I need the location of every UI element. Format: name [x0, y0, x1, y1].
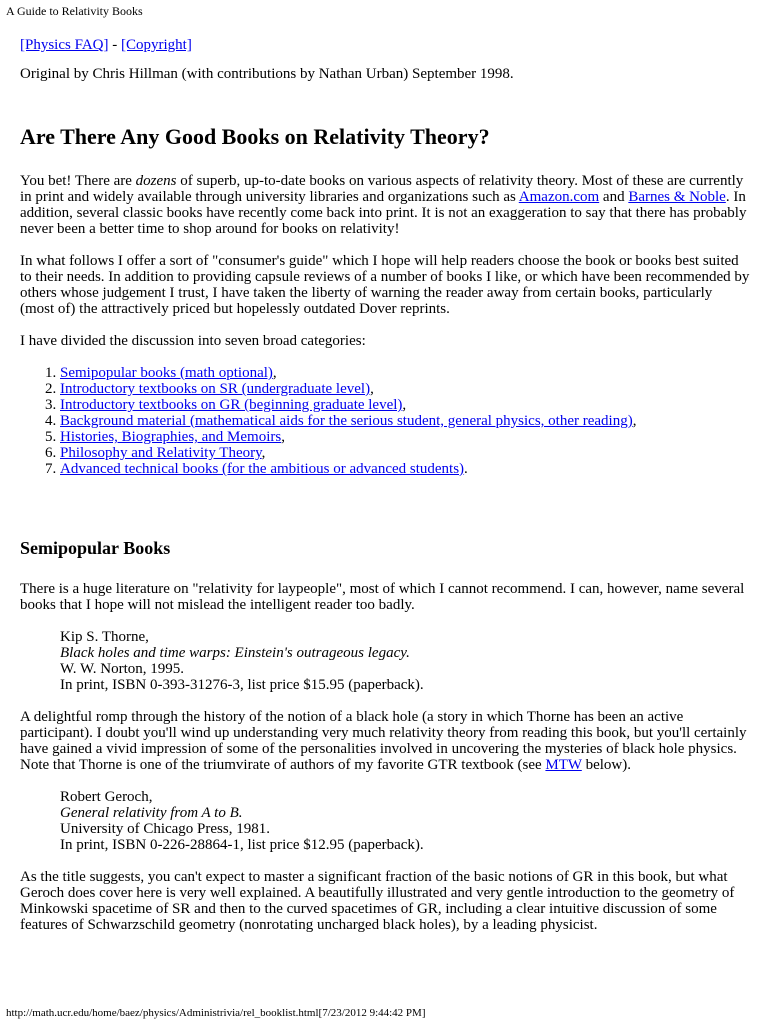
- book-author: Kip S. Thorne,: [60, 629, 149, 645]
- book-author: Robert Geroch,: [60, 789, 153, 805]
- book-title: Black holes and time warps: Einstein's outrageous legacy.: [60, 645, 410, 661]
- intro-paragraph-2: In what follows I offer a sort of "consumer's guide" which I hope will help readers choose the book or books best suited to their needs. In addition to providing capsule reviews of a number of books I like, or which have been recommended by others whose judgement I trust, I have taken the liberty of warning the reader away from certain books, particularly (most of) the attractively priced but hopelessly outdated Dover reprints.: [20, 253, 750, 317]
- print-footer-url: http://math.ucr.edu/home/baez/physics/Administrivia/rel_booklist.html[7/23/2012 9:44:42 PM]: [6, 1007, 426, 1019]
- section-heading-semipopular: Semipopular Books: [20, 538, 171, 558]
- category-link-gr-textbooks[interactable]: Introductory textbooks on GR (beginning graduate level): [60, 397, 403, 413]
- category-link-philosophy[interactable]: Philosophy and Relativity Theory: [60, 445, 262, 461]
- barnes-noble-link[interactable]: Barnes & Noble: [628, 189, 726, 205]
- book-title: General relativity from A to B.: [60, 805, 243, 821]
- list-item: 5. Histories, Biographies, and Memoirs,: [60, 429, 750, 445]
- book-publisher: University of Chicago Press, 1981.: [60, 821, 270, 837]
- review-thorne: A delightful romp through the history of the notion of a black hole (a story in which Thorne has been an active participant). I doubt you'll wind up understanding very much relativity theory from reading this book, but you'll certainly have gained a vivid impression of some of the personalities involved in uncovering the mysteries of black hole physics. Note that Thorne is one of the triumvirate of authors of my favorite GTR textbook (see MTW below).: [20, 709, 747, 773]
- category-link-advanced[interactable]: Advanced technical books (for the ambitious or advanced students): [60, 461, 465, 477]
- emphasis-dozens: dozens: [135, 173, 177, 189]
- amazon-link[interactable]: Amazon.com: [518, 189, 600, 205]
- page-title: Are There Any Good Books on Relativity Theory?: [20, 124, 490, 149]
- intro-paragraph-1: You bet! There are dozens of superb, up-to-date books on various aspects of relativity theory. Most of these are currently in print and widely available through university libraries and organizations such as Amazon.com and Barnes & Noble. In addition, several classic books have recently come back into print. It is not an exaggeration to say that there has probably never been a better time to shop around for books on relativity!: [20, 173, 747, 237]
- category-link-sr-textbooks[interactable]: Introductory textbooks on SR (undergraduate level): [60, 381, 371, 397]
- print-header-title: A Guide to Relativity Books: [6, 4, 143, 18]
- list-item: 3. Introductory textbooks on GR (beginning graduate level),: [60, 397, 750, 413]
- article-body: [20, 37, 750, 949]
- top-nav: [20, 37, 750, 53]
- book-availability: In print, ISBN 0-226-28864-1, list price $12.95 (paperback).: [60, 837, 424, 853]
- intro-paragraph-3: I have divided the discussion into seven broad categories:: [20, 333, 366, 349]
- list-item: 4. Background material (mathematical aids for the serious student, general physics, other reading),: [60, 413, 750, 429]
- category-list: [20, 365, 750, 477]
- book-availability: In print, ISBN 0-393-31276-3, list price $15.95 (paperback).: [60, 677, 424, 693]
- nav-separator: -: [112, 37, 118, 53]
- list-item: 1. Semipopular books (math optional),: [60, 365, 750, 381]
- list-item: 7. Advanced technical books (for the ambitious or advanced students).: [60, 461, 750, 477]
- category-link-semipopular[interactable]: Semipopular books (math optional): [60, 365, 273, 381]
- copyright-link[interactable]: [Copyright]: [120, 37, 192, 53]
- category-link-background[interactable]: Background material (mathematical aids for the serious student, general physics, other reading): [60, 413, 633, 429]
- list-item: 2. Introductory textbooks on SR (undergraduate level),: [60, 381, 750, 397]
- review-geroch: As the title suggests, you can't expect to master a significant fraction of the basic notions of GR in this book, but what Geroch does cover here is very well explained. A beautifully illustrated and very gentle introduction to the geometry of Minkowski spacetime of SR and then to the curved spacetimes of GR, including a clear intuitive discussion of some features of Schwarzschild geometry (nonrotating uncharged black holes), by a leading physicist.: [20, 869, 735, 933]
- byline: Original by Chris Hillman (with contributions by Nathan Urban) September 1998.: [20, 66, 514, 82]
- mtw-link[interactable]: MTW: [545, 757, 582, 773]
- physics-faq-link[interactable]: [Physics FAQ]: [20, 37, 109, 53]
- category-link-histories[interactable]: Histories, Biographies, and Memoirs: [60, 429, 282, 445]
- book-publisher: W. W. Norton, 1995.: [60, 661, 185, 677]
- book-entry-thorne: [60, 629, 750, 693]
- semipopular-intro: There is a huge literature on "relativity for laypeople", most of which I cannot recommend. I can, however, name several books that I hope will not mislead the intelligent reader too badly.: [20, 581, 745, 613]
- book-entry-geroch: [60, 789, 750, 853]
- list-item: 6. Philosophy and Relativity Theory,: [60, 445, 750, 461]
